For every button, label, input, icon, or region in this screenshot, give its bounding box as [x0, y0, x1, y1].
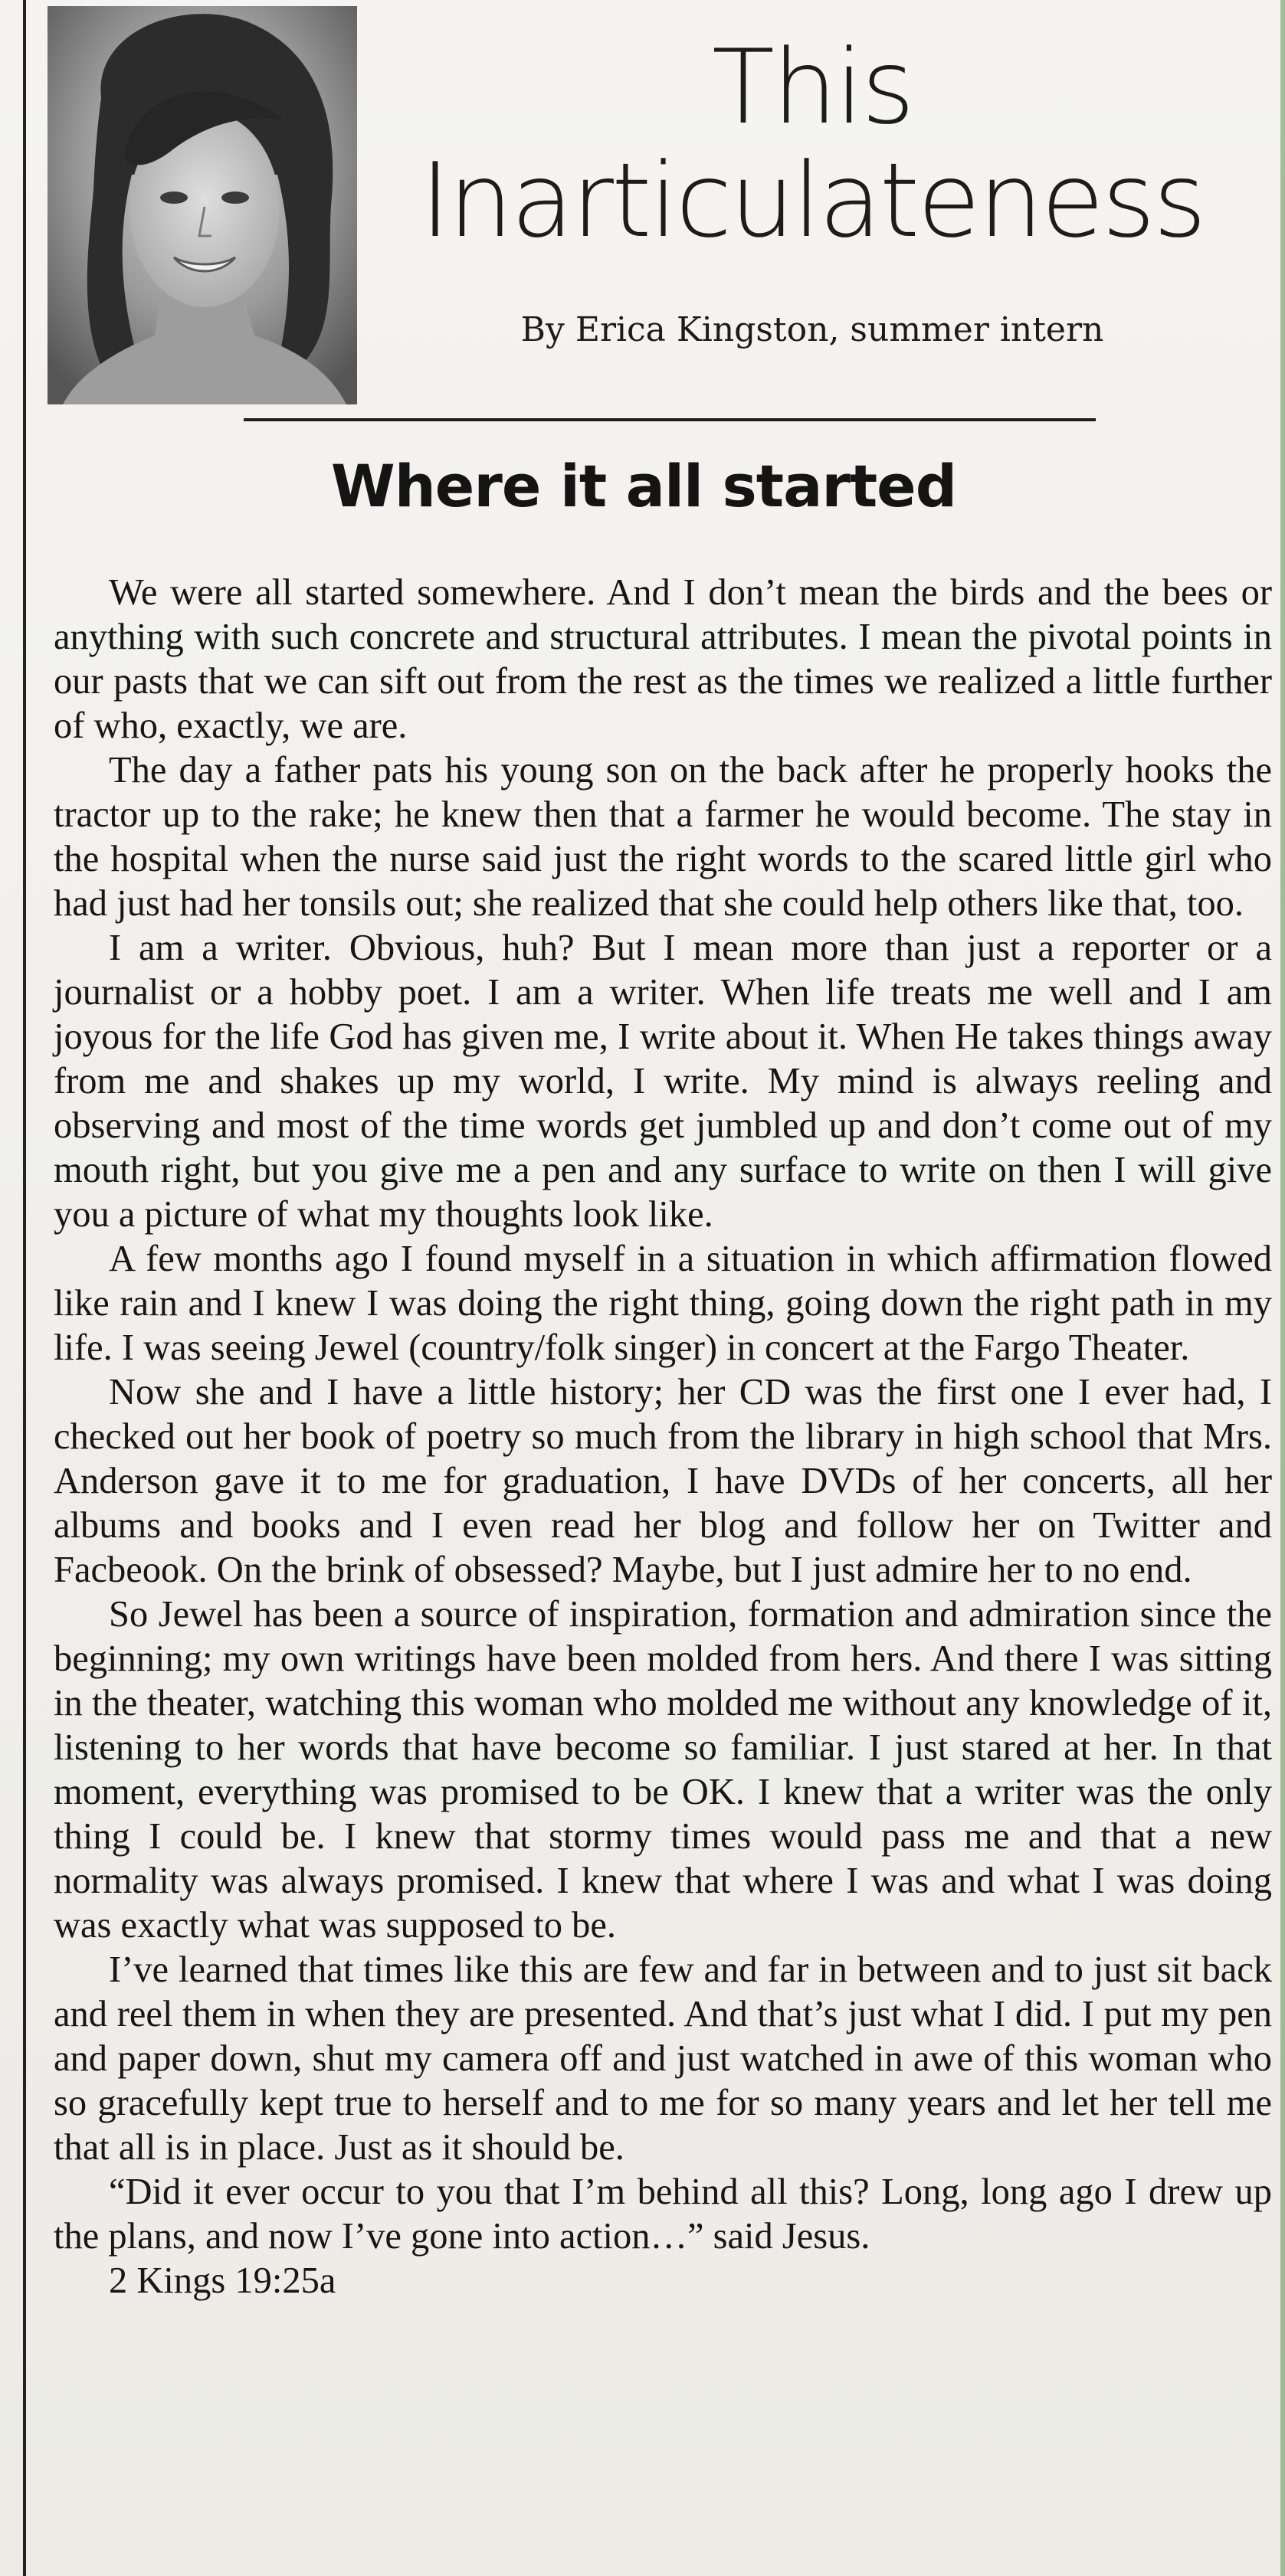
paragraph: I am a writer. Obvious, huh? But I mean more than just a reporter or a journalist or a hobby poet. I am a writer. When life treats me well and I am joyous for the life God has given me, I write about it. When He takes things away from me and shakes up my world, I write. My mind is always reeling and observing and most of the time words get jumbled up and don’t come out of my mouth right, but you give me a pen and any surface to write on then I will give you a picture of what my thoughts look like. [54, 928, 1272, 1235]
divider [244, 418, 1096, 421]
article-body [54, 571, 1272, 2303]
title-line-1: This [712, 28, 913, 147]
title-line-2: Inarticulateness [420, 141, 1205, 260]
page-edge [1280, 0, 1285, 2576]
paragraph: A few months ago I found myself in a situation in which affirmation flowed like rain and I knew I was doing the right thing, going down the right path in my life. I was seeing Jewel (country/folk singer) in concert at the Fargo Theater. [54, 1239, 1272, 1368]
paragraph: We were all started somewhere. And I don’t mean the birds and the bees or anything with such concrete and structural attributes. I mean the pivotal points in our pasts that we can sift out from the rest as the times we realized a little further of who, exactly, we are. [54, 572, 1272, 746]
paragraph: The day a father pats his young son on the back after he properly hooks the tractor up to the rake; he knew then that a farmer he would become. The stay in the hospital when the nurse said just the right words to the scared little girl who had just had her tonsils out; she realized that she could help others like that, too. [54, 750, 1272, 924]
paragraph: So Jewel has been a source of inspiration, formation and admiration since the beginning; my own writings have been molded from hers. And there I was sitting in the theater, watching this woman who molded me without any knowledge of it, listening to her words that have become so familiar. I just stared at her. In that moment, everything was promised to be OK. I knew that a writer was the only thing I could be. I knew that stormy times would pass me and that a new normality was always promised. I knew that where I was and what I was doing was exactly what was supposed to be. [54, 1594, 1272, 1946]
column-title [398, 28, 1226, 260]
author-photo [48, 6, 357, 404]
paragraph: “Did it ever occur to you that I’m behind all this? Long, long ago I drew up the plans, and now I’ve gone into action…” said Jesus. [54, 2172, 1272, 2257]
headline: Where it all started [330, 452, 957, 520]
paragraph: Now she and I have a little history; her CD was the first one I ever had, I checked out her book of poetry so much from the library in high school that Mrs. Anderson gave it to me for graduation, I have DVDs of her concerts, all her albums and books and I even read her blog and follow her on Twitter and Facbeook. On the brink of obsessed? Maybe, but I just admire her to no end. [54, 1372, 1272, 1590]
column-rule [23, 0, 26, 2576]
paragraph: I’ve learned that times like this are few and far in between and to just sit back and reel them in when they are presented. And that’s just what I did. I put my pen and paper down, shut my camera off and just watched in awe of this woman who so gracefully kept true to herself and to me for so many years and let her tell me that all is in place. Just as it should be. [54, 1949, 1272, 2168]
portrait-illustration [48, 6, 357, 404]
byline: By Erica Kingston, summer intern [520, 310, 1104, 349]
scripture-citation: 2 Kings 19:25a [109, 2260, 336, 2301]
